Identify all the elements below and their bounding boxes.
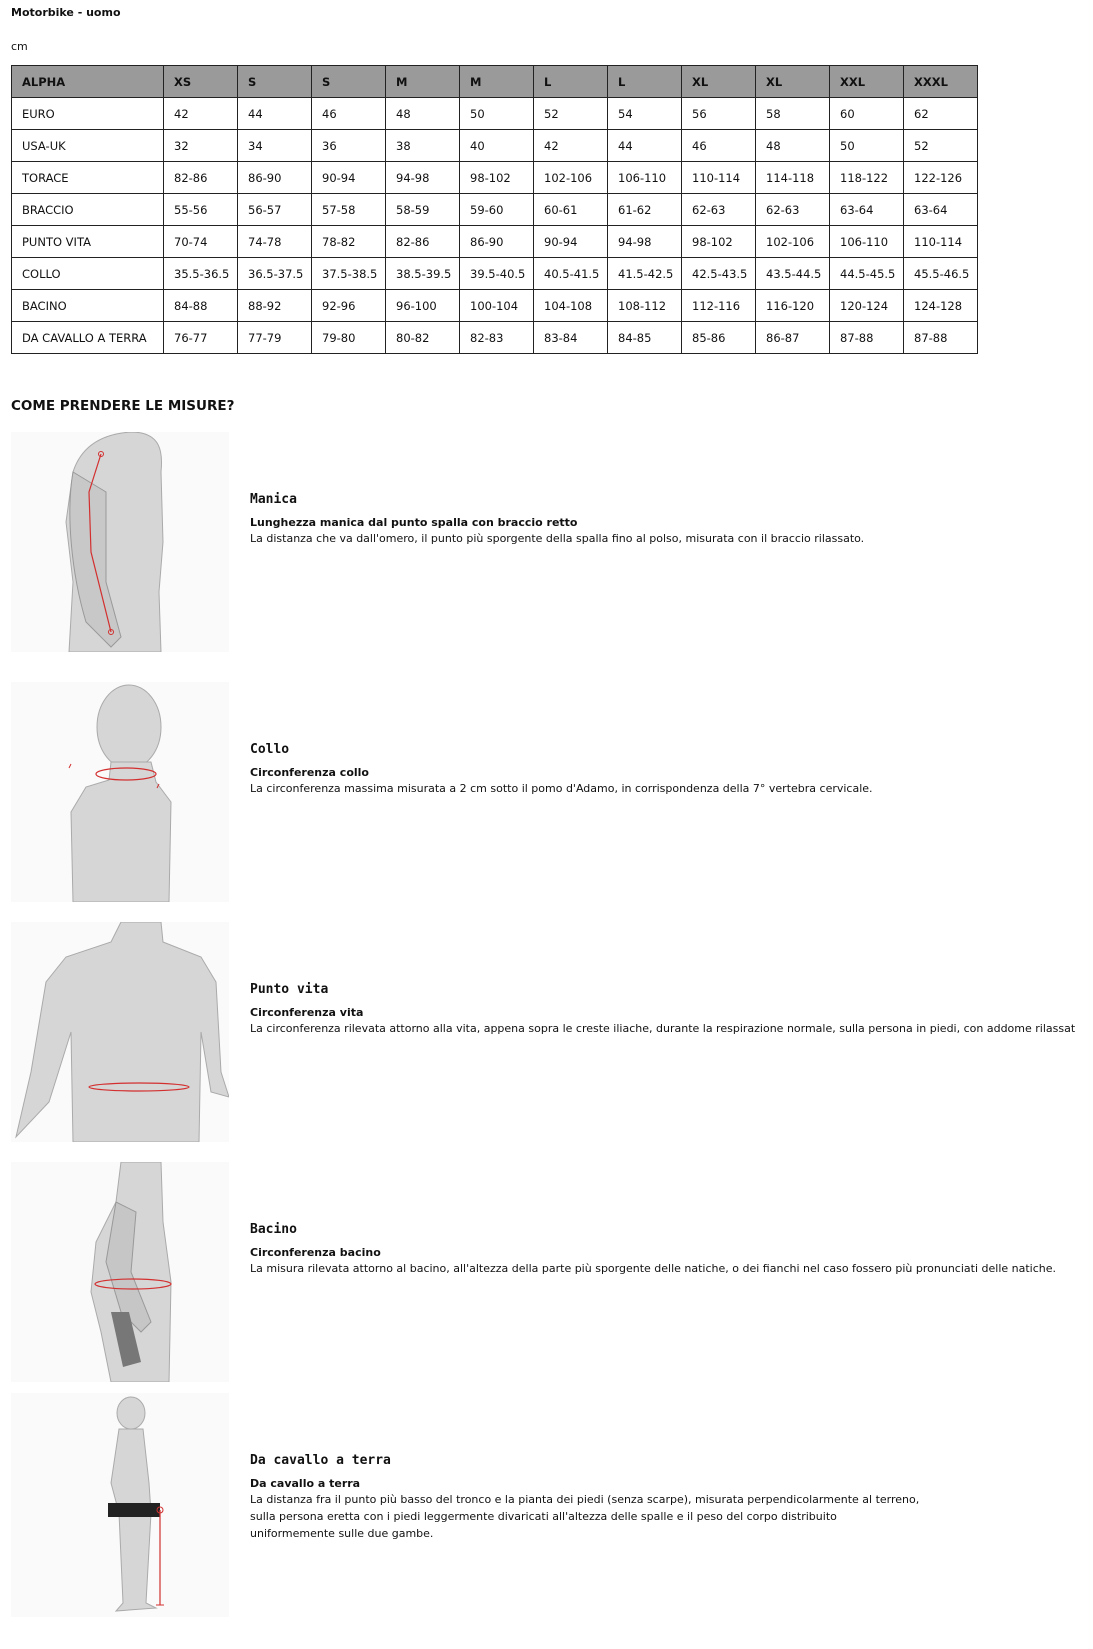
size-value-cell: 52 — [534, 98, 608, 130]
size-value-cell: 45.5-46.5 — [904, 258, 978, 290]
measure-description: La circonferenza massima misurata a 2 cm sotto il pomo d'Adamo, in corrispondenza della 7° vertebra cervicale. — [250, 782, 873, 795]
size-value-cell: 44.5-45.5 — [830, 258, 904, 290]
size-value-cell: 70-74 — [164, 226, 238, 258]
size-value-cell: 83-84 — [534, 322, 608, 354]
size-value-cell: 82-86 — [386, 226, 460, 258]
sleeve-figure-image — [11, 432, 229, 652]
size-value-cell: 82-83 — [460, 322, 534, 354]
unit-label: cm — [11, 40, 28, 53]
size-value-cell: 88-92 — [238, 290, 312, 322]
size-value-cell: 90-94 — [312, 162, 386, 194]
size-value-cell: 120-124 — [830, 290, 904, 322]
size-value-cell: 118-122 — [830, 162, 904, 194]
measure-neck — [11, 682, 1091, 902]
size-value-cell: 102-106 — [756, 226, 830, 258]
row-label-cell: TORACE — [12, 162, 164, 194]
measure-description: La distanza fra il punto più basso del tronco e la pianta dei piedi (senza scarpe), misurata perpendicolarmente al terreno, — [250, 1493, 920, 1506]
size-value-cell: 44 — [238, 98, 312, 130]
table-header-row — [12, 66, 978, 98]
size-value-cell: 34 — [238, 130, 312, 162]
row-label-cell: BRACCIO — [12, 194, 164, 226]
measure-heading: Collo — [250, 742, 290, 757]
measure-description: La misura rilevata attorno al bacino, all'altezza della parte più sporgente delle natiche, o dei fianchi nel caso fossero più pronunciati delle natiche. — [250, 1262, 1057, 1275]
size-value-cell: 40 — [460, 130, 534, 162]
measure-description: uniformemente sulle due gambe. — [250, 1527, 434, 1540]
size-value-cell: 50 — [830, 130, 904, 162]
size-value-cell: 63-64 — [904, 194, 978, 226]
row-label-cell: DA CAVALLO A TERRA — [12, 322, 164, 354]
measure-subheading: Circonferenza bacino — [250, 1246, 381, 1259]
neck-text — [250, 742, 1091, 797]
size-value-cell: 46 — [312, 98, 386, 130]
size-value-cell: 74-78 — [238, 226, 312, 258]
size-value-cell: 42 — [534, 130, 608, 162]
column-header: M — [386, 66, 460, 98]
size-value-cell: 98-102 — [682, 226, 756, 258]
size-value-cell: 112-116 — [682, 290, 756, 322]
size-value-cell: 42 — [164, 98, 238, 130]
measure-sleeve — [11, 432, 1091, 652]
size-value-cell: 38.5-39.5 — [386, 258, 460, 290]
size-value-cell: 52 — [904, 130, 978, 162]
size-value-cell: 104-108 — [534, 290, 608, 322]
inseam-figure-image — [11, 1393, 229, 1617]
measure-heading: Da cavallo a terra — [250, 1453, 391, 1468]
column-header: S — [238, 66, 312, 98]
neck-figure-image — [11, 682, 229, 902]
size-value-cell: 50 — [460, 98, 534, 130]
size-value-cell: 106-110 — [608, 162, 682, 194]
size-value-cell: 62-63 — [682, 194, 756, 226]
size-value-cell: 41.5-42.5 — [608, 258, 682, 290]
size-value-cell: 55-56 — [164, 194, 238, 226]
size-table — [11, 65, 978, 354]
size-value-cell: 61-62 — [608, 194, 682, 226]
measure-inseam — [11, 1393, 1091, 1617]
table-row — [12, 98, 978, 130]
size-value-cell: 76-77 — [164, 322, 238, 354]
size-value-cell: 87-88 — [904, 322, 978, 354]
row-label-cell: USA-UK — [12, 130, 164, 162]
measure-heading: Punto vita — [250, 982, 329, 997]
size-value-cell: 110-114 — [682, 162, 756, 194]
size-value-cell: 106-110 — [830, 226, 904, 258]
size-value-cell: 92-96 — [312, 290, 386, 322]
row-label-cell: BACINO — [12, 290, 164, 322]
how-to-measure-title: COME PRENDERE LE MISURE? — [11, 398, 235, 414]
size-value-cell: 94-98 — [608, 226, 682, 258]
size-value-cell: 46 — [682, 130, 756, 162]
measure-heading: Manica — [250, 492, 297, 507]
measure-subheading: Circonferenza collo — [250, 766, 369, 779]
hips-figure-image — [11, 1162, 229, 1382]
column-header: L — [608, 66, 682, 98]
table-row — [12, 290, 978, 322]
size-value-cell: 36 — [312, 130, 386, 162]
measure-heading: Bacino — [250, 1222, 297, 1237]
size-value-cell: 79-80 — [312, 322, 386, 354]
size-value-cell: 60-61 — [534, 194, 608, 226]
table-row — [12, 322, 978, 354]
size-value-cell: 35.5-36.5 — [164, 258, 238, 290]
size-value-cell: 98-102 — [460, 162, 534, 194]
column-header: L — [534, 66, 608, 98]
size-value-cell: 87-88 — [830, 322, 904, 354]
size-value-cell: 56 — [682, 98, 756, 130]
measure-description: sulla persona eretta con i piedi leggermente divaricati all'altezza delle spalle e il peso del corpo distribuito — [250, 1510, 837, 1523]
measure-description: La circonferenza rilevata attorno alla vita, appena sopra le creste iliache, durante la respirazione normale, sulla persona in piedi, con addome rilassat — [250, 1022, 1076, 1035]
column-header: XXL — [830, 66, 904, 98]
table-row — [12, 194, 978, 226]
size-value-cell: 116-120 — [756, 290, 830, 322]
size-value-cell: 86-90 — [238, 162, 312, 194]
table-row — [12, 226, 978, 258]
size-value-cell: 40.5-41.5 — [534, 258, 608, 290]
column-header: S — [312, 66, 386, 98]
measure-waist — [11, 922, 1091, 1142]
row-label-cell: COLLO — [12, 258, 164, 290]
column-header: XL — [682, 66, 756, 98]
measure-subheading: Lunghezza manica dal punto spalla con braccio retto — [250, 516, 578, 529]
column-header: XL — [756, 66, 830, 98]
size-value-cell: 84-88 — [164, 290, 238, 322]
table-row — [12, 130, 978, 162]
measure-description: La distanza che va dall'omero, il punto più sporgente della spalla fino al polso, misurata con il braccio rilassato. — [250, 532, 865, 545]
size-value-cell: 90-94 — [534, 226, 608, 258]
size-value-cell: 96-100 — [386, 290, 460, 322]
size-value-cell: 48 — [386, 98, 460, 130]
size-value-cell: 62-63 — [756, 194, 830, 226]
page-title: Motorbike - uomo — [11, 6, 121, 19]
size-value-cell: 122-126 — [904, 162, 978, 194]
size-value-cell: 36.5-37.5 — [238, 258, 312, 290]
size-value-cell: 84-85 — [608, 322, 682, 354]
column-header: XS — [164, 66, 238, 98]
size-value-cell: 54 — [608, 98, 682, 130]
measure-subheading: Circonferenza vita — [250, 1006, 364, 1019]
size-value-cell: 32 — [164, 130, 238, 162]
size-value-cell: 94-98 — [386, 162, 460, 194]
size-value-cell: 58-59 — [386, 194, 460, 226]
row-label-cell: EURO — [12, 98, 164, 130]
size-value-cell: 80-82 — [386, 322, 460, 354]
column-header: XXXL — [904, 66, 978, 98]
size-value-cell: 42.5-43.5 — [682, 258, 756, 290]
size-value-cell: 56-57 — [238, 194, 312, 226]
row-label-cell: PUNTO VITA — [12, 226, 164, 258]
size-value-cell: 57-58 — [312, 194, 386, 226]
waist-text — [250, 982, 1091, 1037]
column-header: M — [460, 66, 534, 98]
column-header: ALPHA — [12, 66, 164, 98]
size-value-cell: 43.5-44.5 — [756, 258, 830, 290]
table-row — [12, 258, 978, 290]
size-value-cell: 62 — [904, 98, 978, 130]
size-value-cell: 102-106 — [534, 162, 608, 194]
size-value-cell: 110-114 — [904, 226, 978, 258]
size-value-cell: 82-86 — [164, 162, 238, 194]
size-value-cell: 59-60 — [460, 194, 534, 226]
size-value-cell: 48 — [756, 130, 830, 162]
size-value-cell: 124-128 — [904, 290, 978, 322]
size-value-cell: 63-64 — [830, 194, 904, 226]
sleeve-text — [250, 492, 1091, 547]
size-value-cell: 77-79 — [238, 322, 312, 354]
inseam-text — [250, 1453, 1091, 1542]
measure-hips — [11, 1162, 1091, 1382]
size-value-cell: 38 — [386, 130, 460, 162]
size-value-cell: 37.5-38.5 — [312, 258, 386, 290]
size-value-cell: 60 — [830, 98, 904, 130]
hips-text — [250, 1222, 1091, 1277]
size-value-cell: 86-90 — [460, 226, 534, 258]
size-value-cell: 78-82 — [312, 226, 386, 258]
size-value-cell: 85-86 — [682, 322, 756, 354]
size-value-cell: 44 — [608, 130, 682, 162]
size-value-cell: 108-112 — [608, 290, 682, 322]
measure-subheading: Da cavallo a terra — [250, 1477, 361, 1490]
size-value-cell: 86-87 — [756, 322, 830, 354]
size-value-cell: 58 — [756, 98, 830, 130]
size-value-cell: 39.5-40.5 — [460, 258, 534, 290]
size-value-cell: 100-104 — [460, 290, 534, 322]
size-value-cell: 114-118 — [756, 162, 830, 194]
waist-figure-image — [11, 922, 229, 1142]
table-row — [12, 162, 978, 194]
